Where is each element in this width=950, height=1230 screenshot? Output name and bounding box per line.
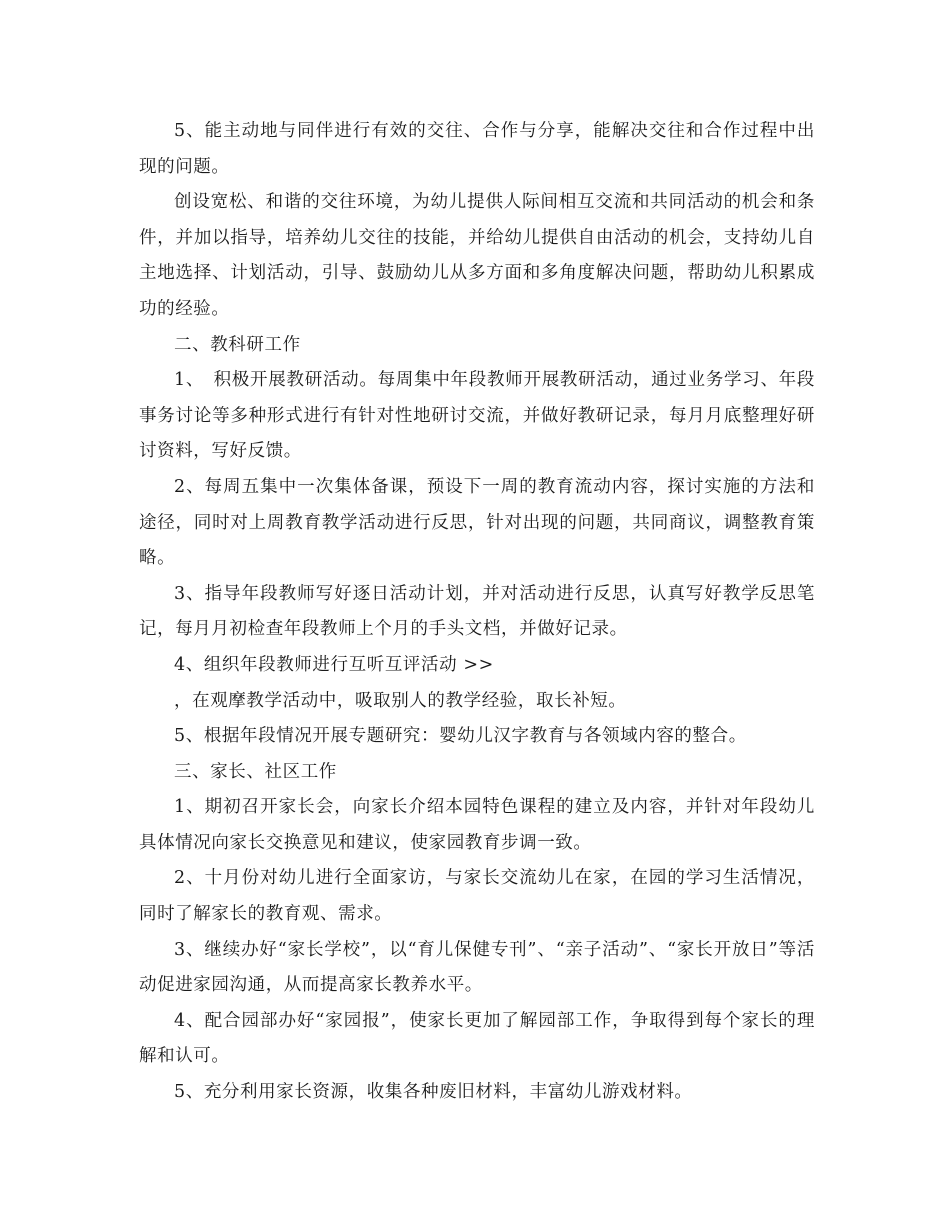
- paragraph-research-3: 3、指导年段教师写好逐日活动计划，并对活动进行反思，认真写好教学反思笔记，每月月初检查年段教师上个月的手头文档，并做好记录。: [139, 583, 815, 640]
- section-heading-parents: 三、家长、社区工作: [174, 761, 337, 782]
- paragraph-research-4: 4、组织年段教师进行互听互评活动 >>: [174, 654, 494, 675]
- document-body: [139, 114, 815, 1111]
- paragraph-research-1: 1、 积极开展教研活动。每周集中年段教师开展教研活动，通过业务学习、年段事务讨论等多种形式进行有针对性地研讨交流，并做好教研记录，每月月底整理好研讨资料，写好反馈。: [139, 370, 815, 462]
- paragraph-parents-2: 2、十月份对幼儿进行全面家访，与家长交流幼儿在家，在园的学习生活情况，同时了解家长的教育观、需求。: [139, 868, 815, 925]
- paragraph-parents-5: 5、充分利用家长资源，收集各种废旧材料，丰富幼儿游戏材料。: [174, 1082, 693, 1103]
- paragraph-parents-4: 4、配合园部办好“家园报”，使家长更加了解园部工作，争取得到每个家长的理解和认可。: [139, 1010, 815, 1067]
- section-heading-research: 二、教科研工作: [174, 334, 301, 355]
- paragraph-research-5: 5、根据年段情况开展专题研究：婴幼儿汉字教育与各领域内容的整合。: [174, 726, 747, 747]
- paragraph-goal-5: 5、能主动地与同伴进行有效的交往、合作与分享，能解决交往和合作过程中出现的问题。: [139, 121, 815, 177]
- paragraph-research-4-continued: ，在观摩教学活动中，吸取别人的教学经验，取长补短。: [174, 690, 627, 711]
- paragraph-parents-1: 1、期初召开家长会，向家长介绍本园特色课程的建立及内容，并针对年段幼儿具体情况向家长交换意见和建议，使家园教育步调一致。: [139, 797, 815, 853]
- paragraph-research-2: 2、每周五集中一次集体备课，预设下一周的教育流动内容，探讨实施的方法和途径，同时对上周教育教学活动进行反思，针对出现的问题，共同商议，调整教育策略。: [139, 476, 815, 569]
- paragraph-environment: 创设宽松、和谐的交往环境，为幼儿提供人际间相互交流和共同活动的机会和条件，并加以指导，培养幼儿交往的技能，并给幼儿提供自由活动的机会，支持幼儿自主地选择、计划活动，引导、鼓励幼儿从多方面和多角度解决问题，帮助幼儿积累成功的经验。: [139, 192, 815, 319]
- paragraph-parents-3: 3、继续办好“家长学校”，以“育儿保健专刊”、“亲子活动”、“家长开放日”等活动促进家园沟通，从而提高家长教养水平。: [139, 939, 815, 996]
